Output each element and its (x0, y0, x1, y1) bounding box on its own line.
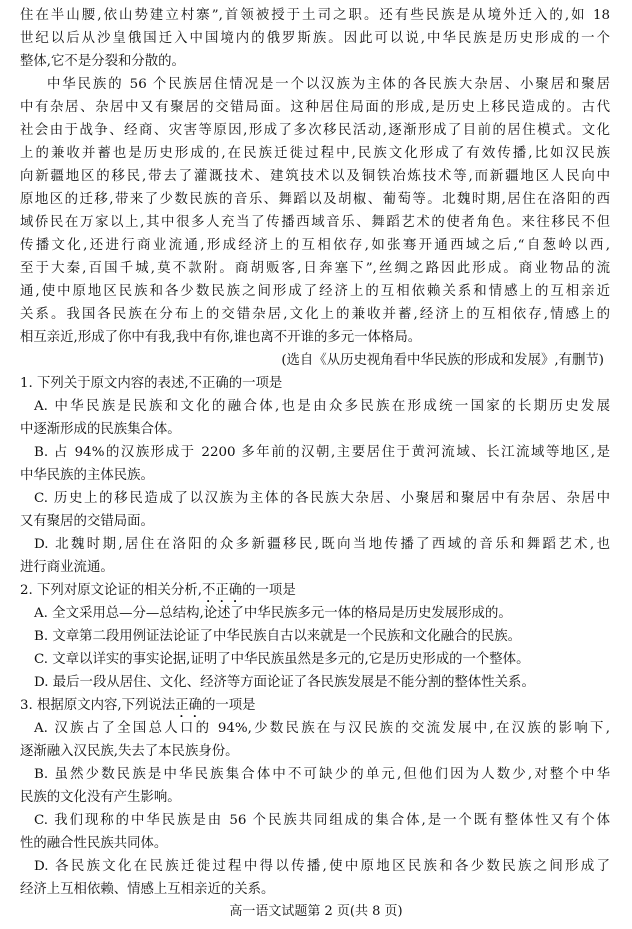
stem-text: 3. 根据原文内容,下列说法 (20, 698, 176, 713)
option-a-line: 逐渐融入汉民族,失去了本民族身份。 (20, 744, 239, 759)
stem-text: 2. 下列对原文论证的相关分析, (20, 583, 202, 598)
question-stem: 1. 下列关于原文内容的表述,不正确的一项是 (20, 376, 283, 391)
passage-paragraph-2 (20, 73, 610, 349)
text-line: 原地区的迁移,带来了少数民族的音乐、舞蹈以及胡椒、葡萄等。北魏时期,居住在洛阳的西 (20, 192, 610, 207)
option-b-line: 中华民族的主体民族。 (20, 468, 154, 483)
option-d-line: 经济上互相依赖、情感上互相亲近的关系。 (20, 882, 275, 897)
text-line: 社会由于战争、经商、灾害等原因,形成了多次移民活动,逐渐形成了目前的居住模式。文化 (20, 123, 610, 138)
question-stem (20, 579, 610, 602)
text-line: 中有杂居、杂居中又有聚居的交错局面。这种居住局面的形成,是历史上移民造成的。古代 (20, 100, 610, 115)
text-line: 上的兼收并蓄也是历史形成的,在民族迁徙过程中,民族文化形成了有效传播,比如汉民族 (20, 146, 610, 161)
option-d-line: D. 北魏时期,居住在洛阳的众多新疆移民,既向当地传播了西域的音乐和舞蹈艺术,也 (34, 537, 610, 552)
option-c-line: 性的融合性民族共同体。 (20, 836, 168, 851)
text-line: 关系。我国各民族在分布上的交错杂居,文化上的兼收并蓄,经济上的互相依存,情感上的 (20, 307, 610, 322)
question-2 (20, 579, 610, 694)
text-line: 传播文化,还进行商业流通,形成经济上的互相依存,如张骞开通西域之后,“自葱岭以西, (20, 238, 610, 253)
option-d-line: 进行商业流通。 (20, 560, 114, 575)
source-citation: (选自《从历史视角看中华民族的形成和发展》,有删节) (281, 353, 604, 368)
option-a-line: A. 汉族占了全国总人口的 94%,少数民族在与汉民族的交流发展中,在汉族的影响下, (34, 721, 610, 736)
question-3 (20, 694, 610, 901)
emphasis-text: 不正确 (201, 583, 243, 598)
option-c-line: C. 我们现称的中华民族是由 56 个民族共同组成的集合体,是一个既有整体性又有个体 (34, 813, 610, 828)
option-b-line: B. 文章第二段用例证法论证了中华民族自古以来就是一个民族和文化融合的民族。 (34, 629, 522, 644)
option-a-line: A. 全文采用总—分—总结构,论述了中华民族多元一体的格局是历史发展形成的。 (34, 606, 512, 621)
option-d-line: D. 各民族文化在民族迁徙过程中得以传播,使中原地区民族和各少数民族之间形成了 (34, 859, 610, 874)
text-line: 向新疆地区的移民,带去了灌溉技术、建筑技术以及铜铁冶炼技术等,而新疆地区人民向中 (20, 169, 610, 184)
option-a-line: 中逐渐形成的民族集合体。 (20, 422, 181, 437)
page-footer: 高一语文试题第 2 页(共 8 页) (229, 904, 403, 919)
question-1 (20, 372, 610, 579)
option-a-line: A. 中华民族是民族和文化的融合体,也是由众多民族在形成统一国家的长期历史发展 (34, 399, 610, 414)
text-line: 中华民族的 56 个民族居住情况是一个以汉族为主体的各民族大杂居、小聚居和聚居 (47, 77, 610, 92)
text-line: 住在半山腰,依山势建立村寨”,首领被授于土司之职。还有些民族是从境外迁入的,如 18 (20, 8, 610, 23)
stem-text: 的一项是 (242, 583, 296, 598)
text-line: 通,使中原地区民族和各少数民族之间形成了经济上的互相依赖关系和情感上的互相亲近 (20, 284, 610, 299)
option-d-line: D. 最后一段从居住、文化、经济等方面论证了各民族发展是不能分割的整体性关系。 (34, 675, 535, 690)
text-line: 世纪以后从沙皇俄国迁入中国境内的俄罗斯族。因此可以说,中华民族是历史形成的一个 (20, 31, 610, 46)
option-c-line: C. 历史上的移民造成了以汉族为主体的各民族大杂居、小聚居和聚居中有杂居、杂居中 (34, 491, 610, 506)
text-line: 域侨民在万家以上,其中很多人充当了传播西域音乐、舞蹈艺术的使者角色。来往移民不但 (20, 215, 610, 230)
option-b-line: 民族的文化没有产生影响。 (20, 790, 181, 805)
question-stem (20, 694, 610, 717)
text-line: 相互亲近,形成了你中有我,我中有你,谁也离不开谁的多元一体格局。 (20, 330, 422, 345)
option-b-line: B. 占 94%的汉族形成于 2200 多年前的汉朝,主要居住于黄河流域、长江流域等地区,是 (34, 445, 610, 460)
emphasis-text: 正确 (175, 698, 202, 713)
option-c-line: C. 文章以详实的事实论据,证明了中华民族虽然是多元的,它是历史形成的一个整体。 (34, 652, 530, 667)
text-line: 至于大秦,百国千城,莫不款附。商胡贩客,日奔塞下”,丝绸之路因此形成。商业物品的流 (20, 261, 610, 276)
stem-text: 的一项是 (201, 698, 256, 713)
option-b-line: B. 虽然少数民族是中华民族集合体中不可缺少的单元,但他们因为人数少,对整个中华 (34, 767, 610, 782)
text-line: 整体,它不是分裂和分散的。 (20, 54, 185, 69)
passage-paragraph-1 (20, 4, 610, 73)
option-c-line: 又有聚居的交错局面。 (20, 514, 154, 529)
